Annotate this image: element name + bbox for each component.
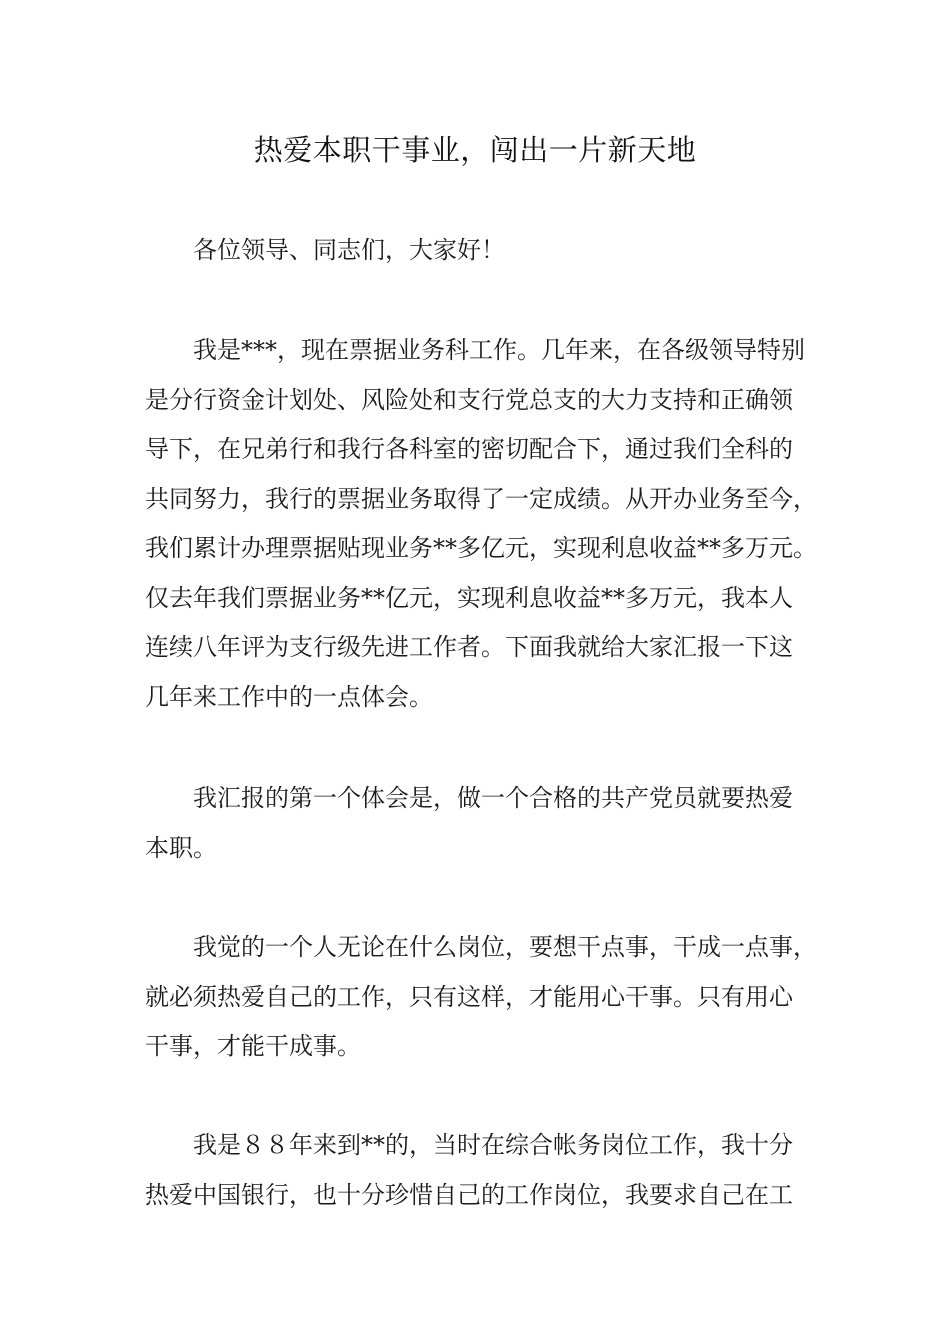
paragraph-line: 导下，在兄弟行和我行各科室的密切配合下，通过我们全科的	[145, 435, 793, 463]
paragraph-line: 各位领导、同志们，大家好！	[193, 236, 505, 264]
first-insight-paragraph	[145, 774, 815, 873]
paragraph-line: 几年来工作中的一点体会。	[145, 682, 433, 711]
paragraph-line: 就必须热爱自己的工作，只有这样，才能用心干事。只有用心	[145, 982, 793, 1011]
paragraph-line: 连续八年评为支行级先进工作者。下面我就给大家汇报一下这	[145, 633, 793, 661]
paragraph-line: 我汇报的第一个体会是，做一个合格的共产党员就要热爱	[193, 784, 793, 812]
introduction-paragraph	[145, 326, 815, 722]
work-attitude-paragraph	[145, 923, 815, 1072]
greeting-paragraph	[145, 226, 815, 276]
paragraph-line: 共同努力，我行的票据业务取得了一定成绩。从开办业务至今，	[145, 484, 817, 513]
paragraph-line: 本职。	[145, 833, 217, 862]
paragraph-line: 仅去年我们票据业务**亿元，实现利息收益**多万元，我本人	[145, 583, 793, 612]
paragraph-line: 我是８８年来到**的，当时在综合帐务岗位工作，我十分	[193, 1131, 793, 1159]
paragraph-line: 热爱中国银行，也十分珍惜自己的工作岗位，我要求自己在工	[145, 1180, 793, 1209]
paragraph-line: 我们累计办理票据贴现业务**多亿元，实现利息收益**多万元。	[145, 534, 817, 562]
personal-history-paragraph	[145, 1121, 815, 1220]
paragraph-line: 干事，才能干成事。	[145, 1032, 361, 1060]
paragraph-line: 我觉的一个人无论在什么岗位，要想干点事，干成一点事，	[193, 933, 817, 961]
document-title: 热爱本职干事业，闯出一片新天地	[253, 133, 697, 167]
paragraph-line: 是分行资金计划处、风险处和支行党总支的大力支持和正确领	[145, 385, 793, 414]
paragraph-line: 我是***，现在票据业务科工作。几年来，在各级领导特别	[193, 336, 805, 364]
